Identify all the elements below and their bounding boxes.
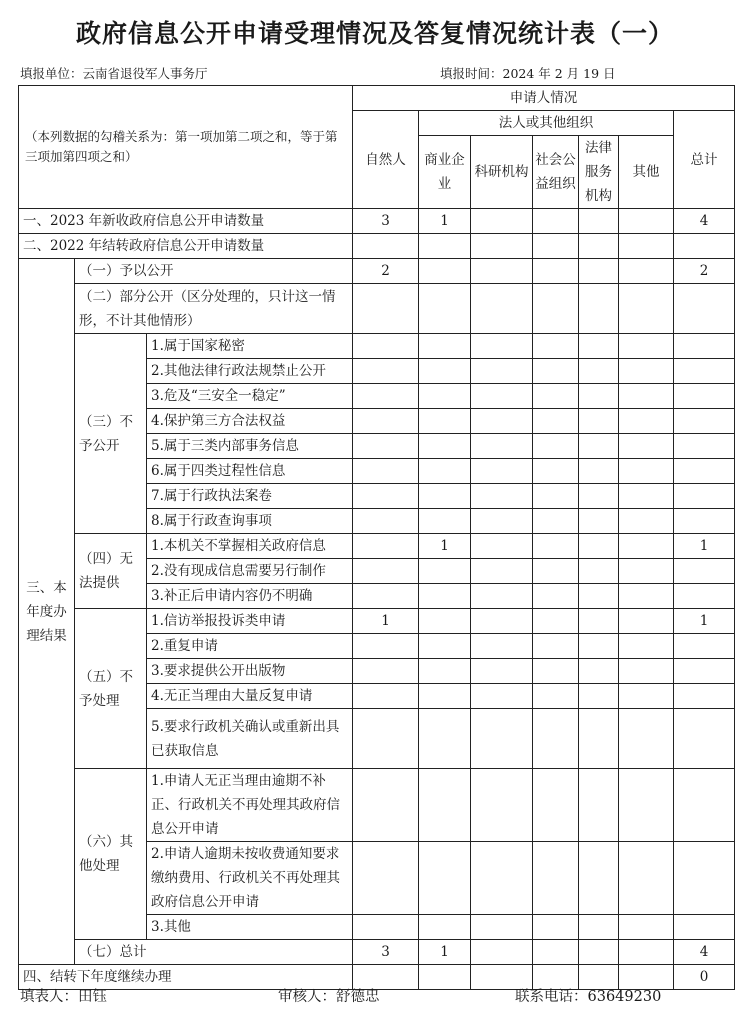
value-cell (353, 484, 419, 509)
item-label: 3.要求提供公开出版物 (147, 659, 353, 684)
value-cell (471, 769, 533, 842)
header-total: 总计 (674, 111, 735, 209)
value-cell (579, 842, 619, 915)
value-cell (533, 559, 579, 584)
header-research: 科研机构 (471, 136, 533, 209)
value-cell (579, 769, 619, 842)
value-cell (533, 259, 579, 284)
value-cell (419, 634, 471, 659)
value-cell (419, 509, 471, 534)
item-label: 2.其他法律行政法规禁止公开 (147, 359, 353, 384)
value-cell (619, 842, 674, 915)
value-cell (533, 409, 579, 434)
value-cell (579, 509, 619, 534)
value-cell (579, 459, 619, 484)
row-label: （一）予以公开 (75, 259, 353, 284)
value-cell (674, 409, 735, 434)
value-cell (419, 409, 471, 434)
value-cell (353, 334, 419, 359)
value-cell (533, 234, 579, 259)
value-cell (353, 284, 419, 334)
header-other: 其他 (619, 136, 674, 209)
value-cell (471, 259, 533, 284)
value-cell (419, 234, 471, 259)
item-label: 2.没有现成信息需要另行制作 (147, 559, 353, 584)
value-cell (579, 634, 619, 659)
value-cell (533, 709, 579, 769)
value-cell (419, 459, 471, 484)
item-label: 7.属于行政执法案卷 (147, 484, 353, 509)
value-cell (533, 484, 579, 509)
value-cell (674, 915, 735, 940)
value-cell (533, 434, 579, 459)
value-cell (471, 434, 533, 459)
value-cell (674, 459, 735, 484)
value-cell (674, 634, 735, 659)
value-cell (353, 584, 419, 609)
value-cell (419, 434, 471, 459)
value-cell (533, 609, 579, 634)
value-cell (471, 584, 533, 609)
value-cell (533, 359, 579, 384)
value-cell (419, 484, 471, 509)
value-cell: 2 (674, 259, 735, 284)
value-cell (419, 284, 471, 334)
value-cell (419, 609, 471, 634)
value-cell (579, 609, 619, 634)
value-cell (579, 284, 619, 334)
value-cell (579, 584, 619, 609)
value-cell (619, 234, 674, 259)
header-legal-service: 法律服务机构 (579, 136, 619, 209)
value-cell (419, 915, 471, 940)
value-cell (471, 284, 533, 334)
value-cell: 1 (419, 209, 471, 234)
value-cell (353, 659, 419, 684)
value-cell (419, 684, 471, 709)
item-label: 5.属于三类内部事务信息 (147, 434, 353, 459)
value-cell (619, 609, 674, 634)
table-row (19, 234, 735, 259)
value-cell (619, 509, 674, 534)
value-cell: 1 (674, 609, 735, 634)
value-cell (674, 334, 735, 359)
value-cell: 3 (353, 940, 419, 965)
value-cell (619, 659, 674, 684)
value-cell (579, 409, 619, 434)
value-cell (674, 434, 735, 459)
header-applicant: 申请人情况 (353, 86, 735, 111)
value-cell (419, 384, 471, 409)
value-cell (579, 559, 619, 584)
header-public-welfare: 社会公益组织 (533, 136, 579, 209)
item-label: 2.申请人逾期未按收费通知要求缴纳费用、行政机关不再处理其政府信息公开申请 (147, 842, 353, 915)
group-label: （五）不予处理 (75, 609, 147, 769)
value-cell: 1 (419, 534, 471, 559)
value-cell (579, 659, 619, 684)
value-cell (674, 709, 735, 769)
table-row (19, 940, 735, 965)
value-cell (353, 459, 419, 484)
value-cell (619, 769, 674, 842)
value-cell (674, 509, 735, 534)
value-cell (419, 334, 471, 359)
value-cell (533, 209, 579, 234)
row-label: 四、结转下年度继续办理 (19, 965, 353, 990)
value-cell (353, 359, 419, 384)
value-cell (419, 965, 471, 990)
item-label: 5.要求行政机关确认或重新出具已获取信息 (147, 709, 353, 769)
item-label: 3.补正后申请内容仍不明确 (147, 584, 353, 609)
value-cell (579, 484, 619, 509)
value-cell (533, 584, 579, 609)
value-cell (353, 684, 419, 709)
item-label: 1.属于国家秘密 (147, 334, 353, 359)
value-cell (619, 434, 674, 459)
value-cell (419, 359, 471, 384)
header-legal-entity: 法人或其他组织 (419, 111, 674, 136)
value-cell (533, 842, 579, 915)
value-cell (533, 915, 579, 940)
value-cell (579, 359, 619, 384)
header-business: 商业企业 (419, 136, 471, 209)
value-cell (619, 284, 674, 334)
table-row (19, 534, 735, 559)
value-cell (471, 509, 533, 534)
value-cell (619, 384, 674, 409)
value-cell (579, 915, 619, 940)
value-cell: 3 (353, 209, 419, 234)
value-cell: 2 (353, 259, 419, 284)
value-cell (533, 534, 579, 559)
value-cell (419, 559, 471, 584)
value-cell (674, 484, 735, 509)
value-cell (674, 284, 735, 334)
fill-time: 填报时间：2024 年 2 月 19 日 (440, 66, 616, 81)
value-cell (419, 769, 471, 842)
value-cell (353, 842, 419, 915)
value-cell (471, 709, 533, 769)
value-cell (471, 459, 533, 484)
item-label: 3.危及“三安全一稳定” (147, 384, 353, 409)
value-cell (353, 509, 419, 534)
value-cell (619, 915, 674, 940)
value-cell (579, 384, 619, 409)
value-cell: 1 (674, 534, 735, 559)
value-cell (579, 940, 619, 965)
item-label: 3.其他 (147, 915, 353, 940)
item-label: 2.重复申请 (147, 634, 353, 659)
value-cell (674, 359, 735, 384)
value-cell (533, 940, 579, 965)
value-cell (674, 559, 735, 584)
value-cell (471, 684, 533, 709)
value-cell (579, 234, 619, 259)
section-three-label: 三、本年度办理结果 (19, 259, 75, 965)
item-label: 6.属于四类过程性信息 (147, 459, 353, 484)
value-cell (471, 234, 533, 259)
value-cell (471, 534, 533, 559)
footer-phone: 联系电话：63649230 (515, 989, 662, 1005)
value-cell (471, 659, 533, 684)
value-cell (619, 409, 674, 434)
value-cell (579, 209, 619, 234)
group-label: （六）其他处理 (75, 769, 147, 940)
value-cell (471, 334, 533, 359)
value-cell (619, 940, 674, 965)
value-cell (674, 769, 735, 842)
table-row (19, 609, 735, 634)
value-cell (471, 634, 533, 659)
table-row (19, 769, 735, 842)
table-row (19, 209, 735, 234)
value-cell (533, 769, 579, 842)
page-title: 政府信息公开申请受理情况及答复情况统计表（一） (75, 19, 674, 48)
row-label: 二、2022 年结转政府信息公开申请数量 (19, 234, 353, 259)
value-cell (579, 259, 619, 284)
value-cell (353, 234, 419, 259)
value-cell (674, 384, 735, 409)
row-label: （二）部分公开（区分处理的，只计这一情形，不计其他情形） (75, 284, 353, 334)
value-cell (471, 359, 533, 384)
value-cell (579, 684, 619, 709)
relation-note: （本列数据的勾稽关系为：第一项加第二项之和，等于第三项加第四项之和） (19, 86, 353, 209)
value-cell (353, 915, 419, 940)
value-cell (353, 534, 419, 559)
row-label: 一、2023 年新收政府信息公开申请数量 (19, 209, 353, 234)
value-cell: 4 (674, 209, 735, 234)
value-cell (533, 509, 579, 534)
value-cell (471, 609, 533, 634)
row-label: （七）总计 (75, 940, 353, 965)
value-cell (353, 409, 419, 434)
footer-reviewer: 审核人：舒德忠 (278, 989, 380, 1005)
value-cell (419, 659, 471, 684)
header-natural-person: 自然人 (353, 111, 419, 209)
value-cell (619, 334, 674, 359)
statistics-table (18, 85, 735, 990)
value-cell (353, 634, 419, 659)
value-cell (619, 684, 674, 709)
fill-unit: 填报单位：云南省退役军人事务厅 (20, 66, 208, 81)
value-cell (619, 209, 674, 234)
value-cell (579, 534, 619, 559)
value-cell (419, 709, 471, 769)
item-label: 8.属于行政查询事项 (147, 509, 353, 534)
value-cell (533, 684, 579, 709)
value-cell (674, 584, 735, 609)
value-cell (674, 659, 735, 684)
value-cell: 0 (674, 965, 735, 990)
value-cell (471, 484, 533, 509)
item-label: 4.保护第三方合法权益 (147, 409, 353, 434)
value-cell: 1 (353, 609, 419, 634)
group-label: （四）无法提供 (75, 534, 147, 609)
value-cell (533, 634, 579, 659)
value-cell (353, 709, 419, 769)
value-cell (533, 459, 579, 484)
value-cell (471, 915, 533, 940)
footer-filler: 填表人：田钰 (20, 989, 107, 1005)
value-cell: 1 (419, 940, 471, 965)
table-row (19, 284, 735, 334)
value-cell (471, 940, 533, 965)
value-cell (471, 384, 533, 409)
item-label: 1.信访举报投诉类申请 (147, 609, 353, 634)
item-label: 1.本机关不掌握相关政府信息 (147, 534, 353, 559)
value-cell (471, 209, 533, 234)
value-cell (674, 684, 735, 709)
value-cell (533, 384, 579, 409)
value-cell (353, 434, 419, 459)
value-cell (619, 534, 674, 559)
value-cell (579, 434, 619, 459)
value-cell (619, 259, 674, 284)
value-cell (674, 842, 735, 915)
value-cell (619, 709, 674, 769)
value-cell (619, 584, 674, 609)
value-cell (471, 559, 533, 584)
value-cell (533, 659, 579, 684)
value-cell (619, 559, 674, 584)
value-cell: 4 (674, 940, 735, 965)
value-cell (533, 334, 579, 359)
value-cell (674, 234, 735, 259)
value-cell (579, 709, 619, 769)
table-row (19, 334, 735, 359)
value-cell (419, 842, 471, 915)
value-cell (533, 284, 579, 334)
value-cell (419, 259, 471, 284)
table-row (19, 259, 735, 284)
value-cell (471, 409, 533, 434)
item-label: 1.申请人无正当理由逾期不补正、行政机关不再处理其政府信息公开申请 (147, 769, 353, 842)
value-cell (471, 842, 533, 915)
value-cell (619, 459, 674, 484)
value-cell (619, 484, 674, 509)
value-cell (353, 559, 419, 584)
item-label: 4.无正当理由大量反复申请 (147, 684, 353, 709)
value-cell (579, 334, 619, 359)
value-cell (619, 634, 674, 659)
value-cell (419, 584, 471, 609)
value-cell (353, 769, 419, 842)
group-label: （三）不予公开 (75, 334, 147, 534)
value-cell (619, 359, 674, 384)
value-cell (353, 384, 419, 409)
